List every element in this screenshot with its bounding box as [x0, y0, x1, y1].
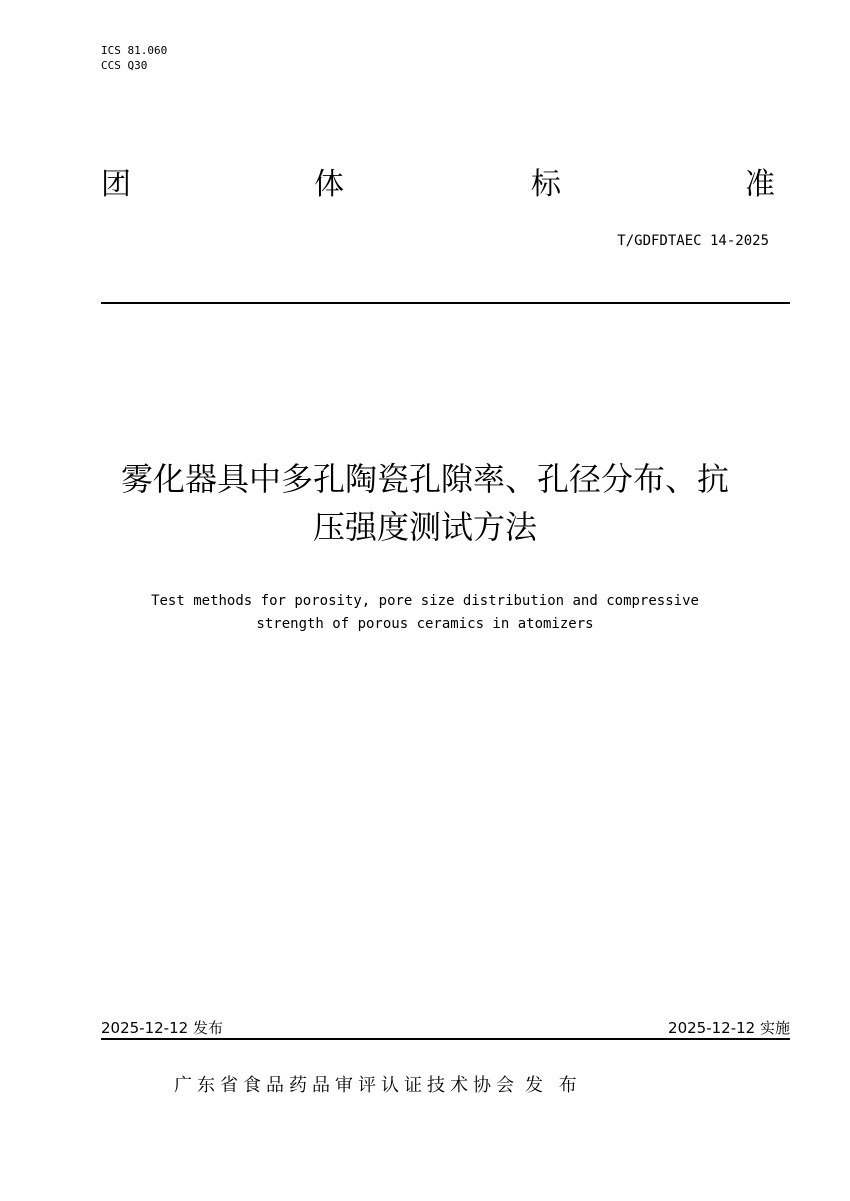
standard-type-char-2: 体 — [314, 167, 344, 202]
document-title-zh — [50, 455, 800, 551]
title-zh-line-2: 压强度测试方法 — [312, 508, 537, 546]
document-title-en — [50, 590, 800, 636]
publisher-action: 发 布 — [525, 1075, 582, 1096]
title-en-line-2: strength of porous ceramics in atomizers — [256, 616, 594, 632]
publisher-name: 广东省食品药品审评认证技术协会 — [174, 1075, 519, 1096]
implementation-date: 2025-12-12 实施 — [668, 1019, 790, 1037]
ics-code: ICS 81.060 — [101, 44, 168, 57]
ccs-code: CCS Q30 — [101, 59, 148, 72]
standard-type-char-3: 标 — [531, 167, 561, 202]
publisher-line — [174, 1074, 582, 1098]
issue-date: 2025-12-12 发布 — [101, 1019, 223, 1037]
standard-type-char-4: 准 — [745, 167, 775, 202]
top-divider — [101, 302, 790, 304]
title-zh-line-1: 雾化器具中多孔陶瓷孔隙率、孔径分布、抗 — [120, 460, 729, 498]
title-en-line-1: Test methods for porosity, pore size distribution and compressive — [151, 593, 699, 609]
standard-type-heading — [101, 165, 775, 205]
classification-codes — [101, 43, 167, 73]
bottom-divider — [101, 1038, 790, 1040]
standard-number: T/GDFDTAEC 14-2025 — [617, 233, 769, 249]
standard-type-char-1: 团 — [101, 167, 131, 202]
